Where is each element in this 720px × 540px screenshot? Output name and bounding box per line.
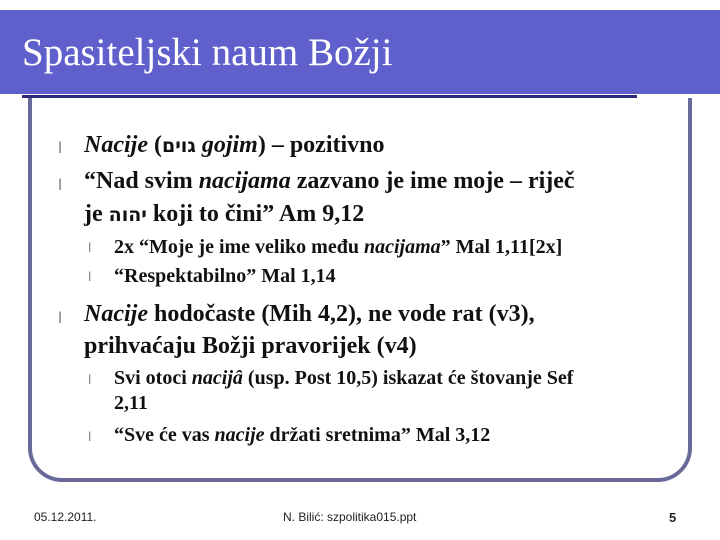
bullet-1-text	[84, 132, 385, 159]
bullet-2-je: je	[84, 201, 109, 227]
sub-bullet-3-1-rest: (usp. Post 10,5) iskazat će štovanje Sef	[242, 367, 574, 389]
bullet-1-italic: Nacije	[84, 132, 148, 158]
bullet-1-hebrew: גוים	[161, 135, 196, 157]
sub-bullet-3-1-text	[114, 367, 573, 390]
bullet-icon: l	[58, 309, 63, 327]
bullet-2-rest: zazvano je ime moje – riječ	[290, 168, 575, 194]
bullet-2-hebrew: יהוה	[108, 204, 147, 226]
bullet-3-italic: Nacije	[84, 301, 148, 327]
bullet-1-part: (	[147, 132, 162, 158]
sub-bullet-2-2-text: “Respektabilno” Mal 1,14	[114, 265, 336, 287]
sub-bullet-icon: l	[88, 430, 92, 444]
sub-bullet-2-1-rest: ” Mal 1,11[2x]	[440, 236, 563, 258]
sub-bullet-icon: l	[88, 373, 92, 387]
bullet-2-text-line2	[84, 201, 364, 228]
sub-bullet-2-1-text	[114, 236, 562, 259]
sub-bullet-2-1-italic: nacijama	[363, 236, 441, 258]
sub-bullet-2-1-part: 2x “Moje je ime veliko među	[114, 236, 364, 258]
bullet-2-text	[84, 168, 575, 195]
sub-bullet-3-1-italic: nacijâ	[191, 367, 243, 389]
sub-bullet-3-1-part: Svi otoci	[114, 367, 192, 389]
bullet-1-rest: ) – pozitivno	[257, 132, 385, 158]
bullet-1-translit: gojim	[201, 132, 258, 158]
bullet-icon: l	[58, 139, 63, 157]
bullet-2-end: koji to čini” Am 9,12	[146, 201, 365, 227]
slide-title: Spasiteljski naum Božji	[22, 31, 393, 74]
footer-date: 05.12.2011.	[34, 510, 97, 524]
sub-bullet-3-2-part: “Sve će vas	[114, 424, 215, 446]
sub-bullet-3-2-text	[114, 424, 490, 447]
footer-page-number: 5	[669, 510, 677, 525]
sub-bullet-3-2-italic: nacije	[214, 424, 265, 446]
footer-source: N. Bilić: szpolitika015.ppt	[283, 510, 417, 524]
sub-bullet-3-1-text-line2: 2,11	[114, 392, 148, 414]
sub-bullet-icon: l	[88, 270, 92, 284]
bullet-icon: l	[58, 176, 63, 194]
bullet-2-italic: nacijama	[198, 168, 291, 194]
bullet-2-part: “Nad svim	[84, 168, 199, 194]
bullet-3-rest: hodočaste (Mih 4,2), ne vode rat (v3),	[147, 301, 535, 327]
bullet-3-text-line2: prihvaćaju Božji pravorijek (v4)	[84, 333, 417, 359]
bullet-3-text	[84, 301, 535, 328]
sub-bullet-icon: l	[88, 241, 92, 255]
sub-bullet-3-2-rest: držati sretnima” Mal 3,12	[264, 424, 491, 446]
